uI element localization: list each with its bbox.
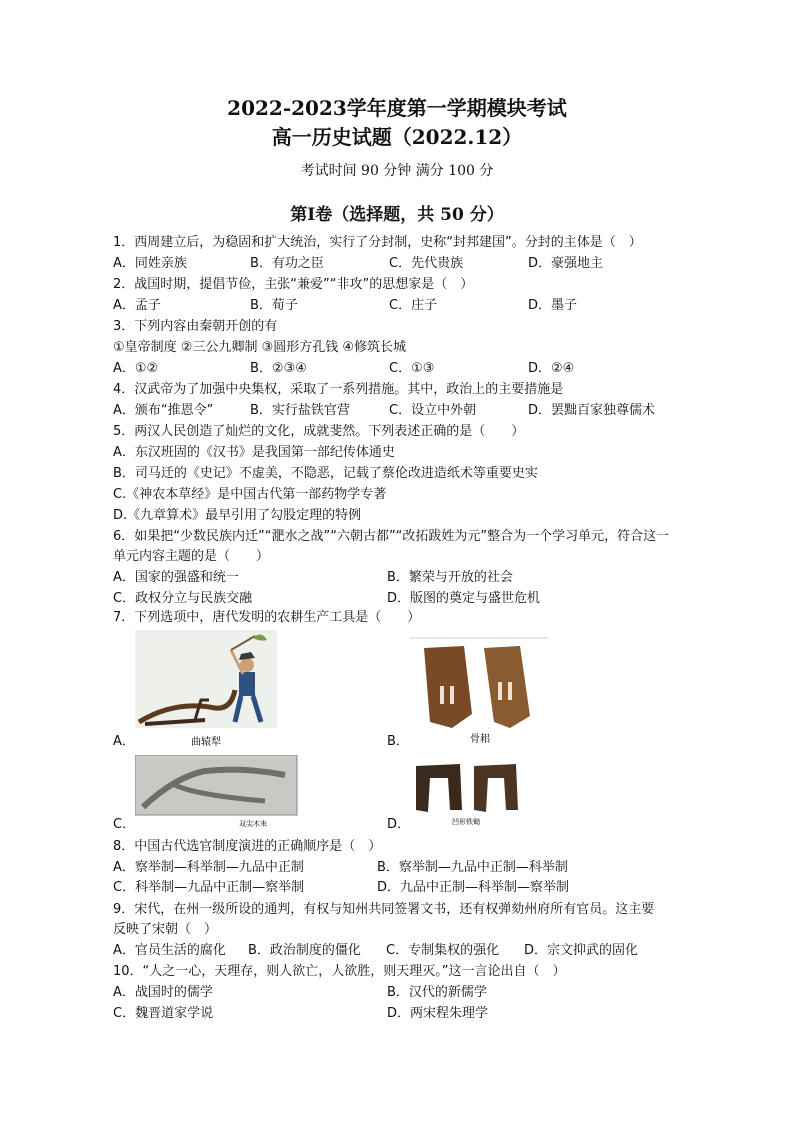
q5-option-d: D.《九章算术》最早引用了勾股定理的特例 bbox=[113, 508, 362, 523]
figure-d-caption: 凹形铁锄 bbox=[452, 818, 480, 826]
bone-spade-image bbox=[410, 636, 550, 748]
q9-option-a: A．官员生活的腐化 bbox=[113, 943, 226, 958]
question-6-stem-cont: 单元内容主题的是（ ） bbox=[113, 549, 270, 564]
exam-info: 考试时间 90 分钟 满分 100 分 bbox=[300, 163, 494, 179]
q1-option-a: A．同姓亲族 bbox=[113, 256, 187, 271]
q4-option-c: C．设立中外朝 bbox=[389, 403, 477, 418]
q5-option-c: C.《神农本草经》是中国古代第一部药物学专著 bbox=[113, 487, 387, 502]
q2-option-d: D．墨子 bbox=[528, 298, 578, 313]
q5-option-b: B．司马迁的《史记》不虚美，不隐恶，记载了蔡伦改进造纸术等重要史实 bbox=[113, 466, 538, 481]
question-4-stem: 4．汉武帝为了加强中央集权，采取了一系列措施。其中，政治上的主要措施是 bbox=[113, 382, 564, 397]
question-9-stem-cont: 反映了宋朝（ ） bbox=[113, 922, 218, 937]
q9-option-b: B．政治制度的僵化 bbox=[248, 943, 361, 958]
figure-c-caption: 双尖木耒 bbox=[239, 820, 267, 828]
q8-option-d: D．九品中正制—科举制—察举制 bbox=[377, 880, 570, 895]
q8-option-c: C．科举制—九品中正制—察举制 bbox=[113, 880, 305, 895]
question-6-stem: 6．如果把“少数民族内迁”“淝水之战”“六朝古都”“改拓跋姓为元”整合为一个学习单元，符合这一 bbox=[113, 529, 670, 544]
question-5-stem: 5．两汉人民创造了灿烂的文化，成就斐然。下列表述正确的是（ ） bbox=[113, 424, 525, 439]
question-1-stem: 1．西周建立后，为稳固和扩大统治，实行了分封制，史称“封邦建国”。分封的主体是（ ） bbox=[113, 235, 642, 250]
q10-option-d: D．两宋程朱理学 bbox=[387, 1006, 489, 1021]
q6-option-a: A．国家的强盛和统一 bbox=[113, 570, 239, 585]
question-10-stem: 10．“人之一心，天理存，则人欲亡，人欲胜，则天理灭。”这一言论出自（ ） bbox=[113, 964, 566, 979]
question-2-stem: 2．战国时期，提倡节俭，主张“兼爱”“非攻”的思想家是（ ） bbox=[113, 277, 474, 292]
q10-option-b: B．汉代的新儒学 bbox=[387, 985, 487, 1000]
q3-option-c: C．①③ bbox=[389, 361, 435, 376]
q9-option-d: D．宗文抑武的固化 bbox=[524, 943, 639, 958]
q3-option-d: D．②④ bbox=[528, 361, 575, 376]
q4-option-a: A．颁布“推恩令” bbox=[113, 403, 214, 418]
figure-a-caption: 曲辕犁 bbox=[191, 737, 221, 748]
q10-option-a: A．战国时的儒学 bbox=[113, 985, 213, 1000]
q3-option-a: A．①② bbox=[113, 361, 159, 376]
question-8-stem: 8．中国古代选官制度演进的正确顺序是（ ） bbox=[113, 839, 382, 854]
exam-title: 2022-2023学年度第一学期模块考试 bbox=[227, 96, 567, 120]
q6-option-c: C．政权分立与民族交融 bbox=[113, 591, 253, 606]
concave-iron-hoe-image bbox=[410, 760, 530, 830]
q4-option-b: B．实行盐铁官营 bbox=[250, 403, 350, 418]
curved-shaft-plow-image bbox=[135, 630, 277, 752]
figure-b-caption: 骨耜 bbox=[470, 734, 490, 745]
q6-option-d: D．版图的奠定与盛世危机 bbox=[387, 591, 541, 606]
q10-option-c: C．魏晋道家学说 bbox=[113, 1006, 214, 1021]
q7-option-d: D． bbox=[387, 817, 411, 832]
q5-option-a: A．东汉班固的《汉书》是我国第一部纪传体通史 bbox=[113, 445, 395, 460]
q7-option-a: A． bbox=[113, 734, 135, 749]
q1-option-d: D．豪强地主 bbox=[528, 256, 604, 271]
q7-option-b: B． bbox=[387, 734, 409, 749]
question-7-stem: 7．下列选项中，唐代发明的农耕生产工具是（ ） bbox=[113, 610, 421, 625]
q2-option-a: A．孟子 bbox=[113, 298, 161, 313]
section-heading: 第Ⅰ卷（选择题，共 50 分） bbox=[290, 205, 504, 225]
question-3-items: ①皇帝制度 ②三公九卿制 ③圆形方孔钱 ④修筑长城 bbox=[113, 340, 407, 355]
q6-option-b: B．繁荣与开放的社会 bbox=[387, 570, 513, 585]
question-3-stem: 3．下列内容由秦朝开创的有 bbox=[113, 319, 278, 334]
q7-option-c: C． bbox=[113, 817, 136, 832]
q8-option-b: B．察举制—九品中正制—科举制 bbox=[377, 860, 568, 875]
q8-option-a: A．察举制—科举制—九品中正制 bbox=[113, 860, 304, 875]
q2-option-b: B．荀子 bbox=[250, 298, 298, 313]
question-9-stem: 9．宋代，在州一级所设的通判，有权与知州共同签署文书，还有权弹劾州府所有官员。这主要 bbox=[113, 902, 655, 917]
q3-option-b: B．②③④ bbox=[250, 361, 307, 376]
q9-option-c: C．专制集权的强化 bbox=[386, 943, 500, 958]
double-pronged-wooden-lei-image bbox=[135, 755, 299, 831]
q4-option-d: D．罢黜百家独尊儒术 bbox=[528, 403, 656, 418]
exam-subtitle: 高一历史试题（2022.12） bbox=[271, 125, 523, 149]
q2-option-c: C．庄子 bbox=[389, 298, 438, 313]
q1-option-b: B．有功之臣 bbox=[250, 256, 324, 271]
q1-option-c: C．先代贵族 bbox=[389, 256, 464, 271]
